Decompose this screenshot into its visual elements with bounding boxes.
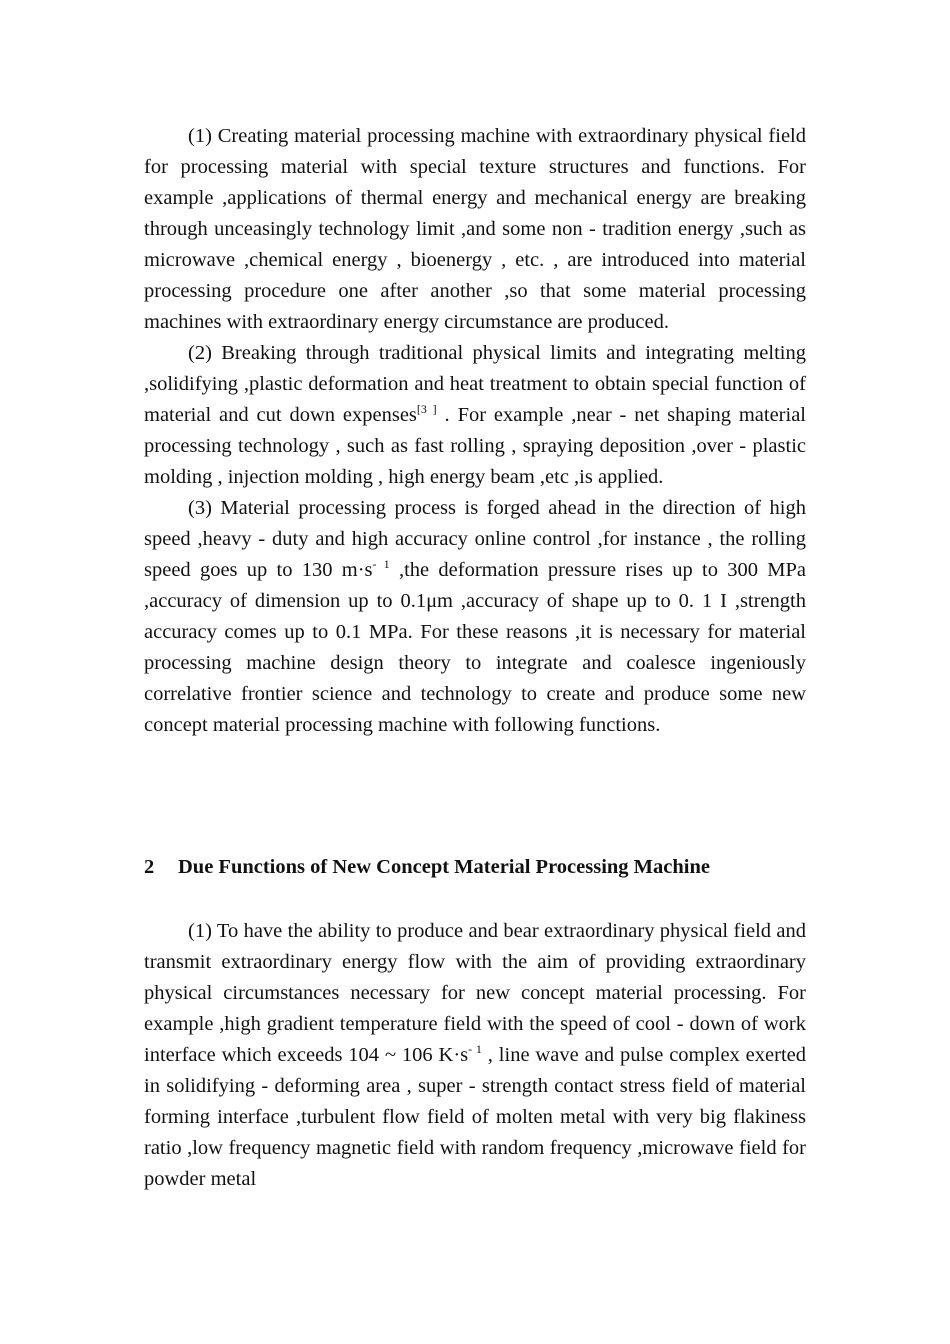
paragraph-text: (3) Material processing process is forged ahead in the direction of high speed ,heavy - duty and high accuracy online control ,for instance , the rolling speed goes up to 130 m·s (144, 497, 806, 581)
paragraph-text: ,the deformation pressure rises up to 300 MPa ,accuracy of dimension up to 0.1μm ,accuracy of shape up to 0. 1 I ,strength accuracy comes up to 0.1 MPa. For these reasons ,it is necessary for material processing machine design theory to integrate and coalesce ingeniously correlative frontier science and technology to create and produce some new concept material processing machine with following functions. (144, 559, 806, 736)
paragraph-text: , line wave and pulse complex exerted in solidifying - deforming area , super - strength contact stress field of material forming interface ,turbulent flow field of molten metal with very big flakiness ratio ,low frequency magnetic field with random frequency ,microwave field for powder metal (144, 1044, 806, 1190)
paragraph-item-1 (144, 121, 806, 338)
unit-exponent: - 1 (468, 1042, 482, 1057)
paragraph-text: (2) Breaking through traditional physical limits and integrating melting ,solidifying ,plastic deformation and heat treatment to obtain special function of material and cut down expenses (144, 342, 806, 426)
section-2-body (144, 916, 806, 1195)
section-2-heading (144, 852, 806, 883)
paragraph-item-1 (144, 916, 806, 1195)
paragraph-text: . For example ,near - net shaping material processing technology , such as fast rolling , spraying deposition ,over - plastic molding , injection molding , high energy beam ,etc ,is applied. (144, 404, 806, 488)
paragraph-text: (1) To have the ability to produce and bear extraordinary physical field and transmit extraordinary energy flow with the aim of providing extraordinary physical circumstances necessary for new concept material processing. For example ,high gradient temperature field with the speed of cool - down of work interface which exceeds 104 ~ 106 K·s (144, 920, 806, 1066)
citation-reference: [3 ] (416, 402, 437, 417)
section-number: 2 (144, 856, 155, 878)
section-1-body (144, 121, 806, 741)
paragraph-text: (1) Creating material processing machine with extraordinary physical field for processing material with special texture structures and functions. For example ,applications of thermal energy and mechanical energy are breaking through unceasingly technology limit ,and some non - tradition energy ,such as microwave ,chemical energy , bioenergy , etc. , are introduced into material processing procedure one after another ,so that some material processing machines with extraordinary energy circumstance are produced. (144, 125, 806, 333)
paragraph-item-3 (144, 493, 806, 741)
section-title: Due Functions of New Concept Material Processing Machine (178, 856, 710, 878)
unit-exponent: - 1 (372, 557, 390, 572)
paragraph-item-2 (144, 338, 806, 493)
